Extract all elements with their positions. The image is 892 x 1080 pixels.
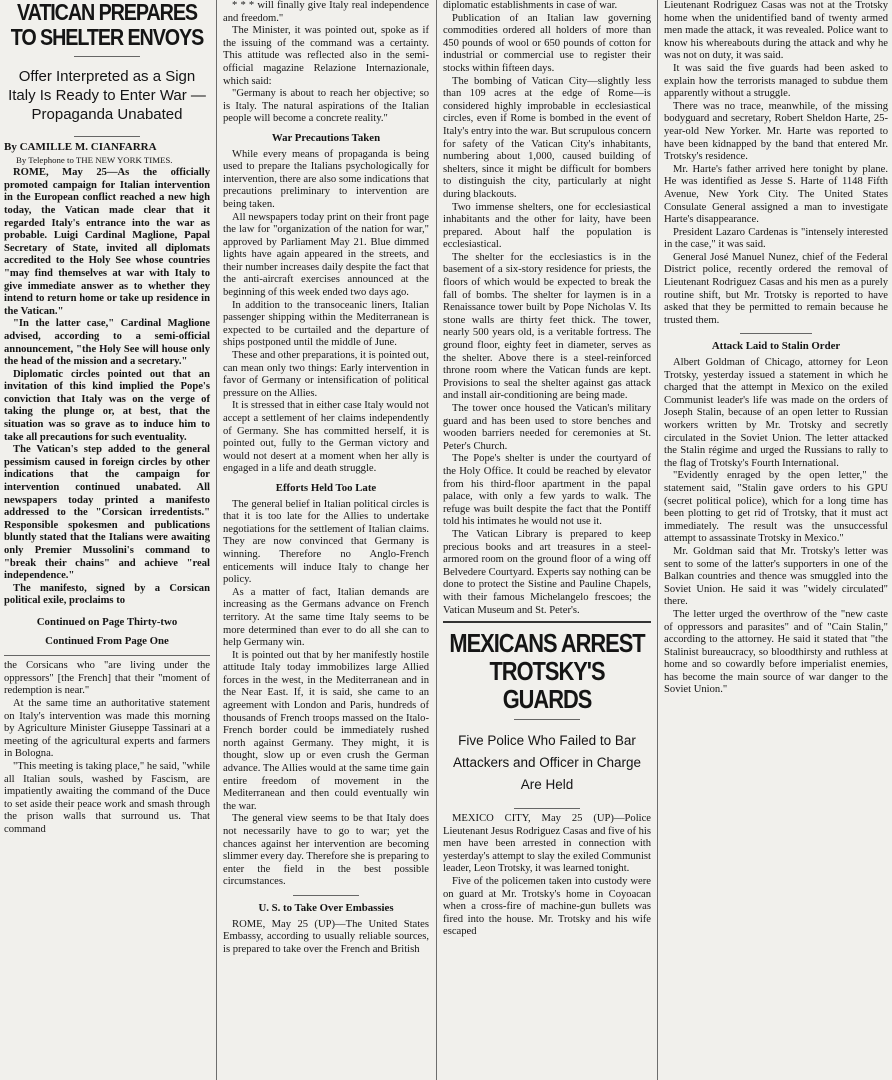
divider	[514, 808, 581, 809]
column-2	[219, 0, 433, 1080]
paragraph: Publication of an Italian law governing commodities ordered all holders of more than 450 pounds of wool or 650 pounds of cotton for industrial or commercial use to register their stocks within fifteen days.	[443, 12, 651, 74]
paragraph: While every means of propaganda is being used to prepare the Italians psychologically for intervention, there are also some indications that precautions preliminary to intervention are being taken.	[223, 148, 429, 210]
paragraph: The general view seems to be that Italy does not necessarily have to go to war; yet the chances against her intervention are becoming slimmer every day. Therefore she is preparing to enter the field in the best possible circumstances.	[223, 813, 429, 888]
paragraph: The Vatican's step added to the general pessimism caused in foreign circles by other indications that the campaign for intervention continued unabated. All newspapers today printed a manifesto addressed to the "Corsican irredentists." Responsible spokesmen and publications bluntly stated that the Italians were awaiting only Premier Mussolini's command to "break their chains" and achieve "real independence."	[4, 444, 210, 582]
divider	[4, 655, 210, 656]
paragraph: General José Manuel Nunez, chief of the Federal District police, recently ordered the removal of Lieutenant Rodriguez Casas and his men as a purely routine shift, but Mr. Trotsky is reported to have asked that they be permitted to remain because he trusted them.	[664, 251, 888, 326]
paragraph: It is pointed out that by her manifestly hostile attitude Italy today immobilizes large Allied forces in the west, in the Mediterranean and in the Near East. If, it is said, she came to an agreement with London and Paris, hundreds of thousands of French troops massed on the Italo-French border could be immediately rushed north against Germany. They might, it is thought, slow up or even crush the German advance. The Allies would at the same time gain entire freedom of movement in the Mediterranean and then could eventually win the war.	[223, 649, 429, 812]
column-1	[0, 0, 214, 1080]
paragraph: * * * will finally give Italy real independence and freedom."	[223, 0, 429, 24]
paragraph: "Germany is about to reach her objective; so is Italy. The natural aspirations of the Italian people will become a concrete reality."	[223, 88, 429, 125]
paragraph: It is stressed that in either case Italy would not accept a settlement of her claims independently of Germany. She has committed herself, it is pointed out, fully to the German victory and would not desert at a moment when her ally is engaged in a life and death struggle.	[223, 400, 429, 475]
paragraph: "Evidently enraged by the open letter," the statement said, "Stalin gave orders to his GPU (secret political police), which for a long time has been plotting to get rid of Trotsky, that it must act immediately. The result was the unsuccessful attempt to assassinate Trotsky in Mexico."	[664, 470, 888, 545]
continued-from-note: Continued From Page One	[45, 634, 169, 647]
paragraph: MEXICO CITY, May 25 (UP)—Police Lieutenant Jesus Rodriguez Casas and five of his men have been arrested in connection with yesterday's attempt to slay the exiled Communist leader, Leon Trotsky, it was learned tonight.	[443, 813, 652, 875]
byline-wire: By Telephone to THE NEW YORK TIMES.	[16, 154, 173, 165]
column-rule	[436, 0, 437, 1080]
paragraph: Mr. Harte's father arrived here tonight by plane. He was identified as Jesse S. Harte of 1148 Fifth Avenue, New York City. The United States Consulate General assigned a man to investigate Harte's disappearance.	[664, 163, 888, 226]
paragraph: Two immense shelters, one for ecclesiastical inhabitants and the other for laity, have been prepared. About half the population is ecclesiastical.	[443, 201, 651, 251]
paragraph: As a matter of fact, Italian demands are increasing as the Germans advance on French territory. At the same time Italy seems to be more determined than ever to do all she can to help Germany win.	[223, 586, 429, 649]
subhead-efforts: Efforts Held Too Late	[275, 481, 377, 494]
paragraph: ROME, May 25 (UP)—The United States Embassy, according to usually reliable sources, is prepared to take over the French and British	[223, 918, 429, 955]
vatican-deck: Offer Interpreted as a Sign Italy Is Ready to Enter War —Propaganda Unabated	[8, 68, 206, 123]
paragraph: There was no trace, meanwhile, of the missing bodyguard and secretary, Robert Sheldon Harte, 25-year-old New Yorker. Mr. Harte was reported to have been kidnapped by the band that entered Mr. Trotsky's residence.	[664, 100, 888, 163]
paragraph: diplomatic establishments in case of war.	[443, 0, 618, 11]
paragraph: The Vatican Library is prepared to keep precious books and art treasures in a steel-armored room on the ground floor of a wing off Belvedere Courtyard. Experts say nothing can be done to protect the Sistine and Pauline Chapels, with their famous Michelangelo frescoes; the Vatican Museum and St. Peter's.	[443, 528, 651, 616]
paragraph: Albert Goldman of Chicago, attorney for Leon Trotsky, yesterday issued a statement in which he charged that the attempt in Mexico on the exiled Communist leader's life was made on the orders of Joseph Stalin, because of an open letter to Russian workers written by Mr. Trotsky and secretly circulated in the Soviet Union. The letter attacked the Stalin régime and urged the Russians to rally to the flag of Trotsky's Fourth International.	[664, 357, 888, 469]
vatican-headline: VATICAN PREPARES TO SHELTER ENVOYS	[10, 0, 204, 50]
column-4	[660, 0, 892, 1080]
divider	[74, 56, 140, 57]
subhead-embassies: U. S. to Take Over Embassies	[258, 901, 394, 914]
paragraph: The tower once housed the Vatican's military guard and has been used to store benches and wooden barriers needed for ceremonies at St. Peter's Church.	[443, 403, 651, 452]
trotsky-deck: Five Police Who Failed to Bar Attackers and Officer in Charge Are Held	[452, 733, 642, 793]
paragraph: ROME, May 25—As the officially promoted campaign for Italian intervention in the European conflict reached a new high today, the Vatican made clear that it regarded Italy's entrance into the war as probable. Luigi Cardinal Maglione, Papal Secretary of State, invited all diplomats accredited to the Holy See whose countries "may find themselves at war with Italy to give immediate answer as to whether they intend to return home or take up residence in the Vatican."	[4, 167, 210, 317]
column-3	[439, 0, 655, 1080]
paragraph: Mr. Goldman said that Mr. Trotsky's letter was sent to some of the latter's supporters in one of the Balkan countries and thence was smuggled into the Soviet Union. He said it was "widely circulated" there.	[664, 545, 888, 608]
subhead-attack: Attack Laid to Stalin Order	[711, 340, 841, 353]
paragraph: "This meeting is taking place," he said, "while all Italian souls, washed by Fascism, are impatiently awaiting the command of the Duce to set aside their peace work and smash through the prison walls that surround us. That command	[4, 760, 210, 835]
paragraph: Lieutenant Rodriguez Casas was not at the Trotsky home when the unidentified band of twenty armed men made the attack, it was revealed. Police want to know his whereabouts during the attack and why he was not on duty, it was said.	[664, 0, 888, 62]
paragraph: The Minister, it was pointed out, spoke as if the issuing of the command was a certainty. This attitude was reflected also in the semi-official magazine Relazione Internazionale, which said:	[223, 25, 429, 87]
paragraph: The general belief in Italian political circles is that it is too late for the Allies to undertake negotiations for the settlement of Italian claims. They are now convinced that Germany is winning. Therefore no Anglo-French enticements will induce Italy to change her policy.	[223, 498, 429, 586]
paragraph: Five of the policemen taken into custody were on guard at Mr. Trotsky's home in Coyoacan when a cross-fire of machine-gun bullets was fired into the house. Mr. Trotsky and his wife escaped	[443, 876, 651, 938]
divider	[293, 895, 359, 896]
divider	[443, 621, 651, 623]
paragraph: the Corsicans who "are living under the oppressors" [the French] that their "moment of redemption is near."	[4, 660, 210, 697]
paragraph: President Lazaro Cardenas is "intensely interested in the case," it was said.	[664, 226, 888, 251]
paragraph: The bombing of Vatican City—slightly less than 109 acres at the edge of Rome—is considered highly improbable in ecclesiastical circles, even if Rome is bombed in the event of Italy's entry into the war. But scrupulous concern for safety of the Vatican City's inhabitants, numbering about 1,000, caused building of shelters, since it might be difficult for bombers to distinguish the city, particularly at night during blackouts.	[443, 75, 651, 200]
paragraph: These and other preparations, it is pointed out, can mean only two things: Early intervention in favor of Germany or intensification of political pressure on the Allies.	[223, 350, 429, 399]
paragraph: All newspapers today print on their front page the law for "organization of the nation for war," approved by Parliament May 21. Blue dimmed lights have again appeared in the streets, and their number increases daily despite the fact that the anti-aircraft exercises announced at the beginning of this week ended two days ago.	[223, 211, 429, 299]
divider	[514, 719, 581, 720]
paragraph: In addition to the transoceanic liners, Italian passenger shipping within the Mediterranean is expected to be curtailed and the departure of ships postponed until the middle of June.	[223, 299, 429, 349]
paragraph: It was said the five guards had been asked to explain how the terrorists managed to subdue them apparently without a struggle.	[664, 62, 888, 100]
paragraph: The letter urged the overthrow of the "new caste of oppressors and parasites" and of "Cain Stalin," according to the attorney. He said it stated that "the Stalinist bureaucracy, so bloodthirsty and ruthless at home and so cowardly before imperialist enemies, has become the main source of war danger to the Soviet Union."	[664, 608, 888, 696]
divider	[74, 136, 140, 137]
vatican-lead-text	[4, 167, 210, 608]
paragraph: "In the latter case," Cardinal Maglione advised, according to a semi-official announcement, "the Holy See will house only the head of the mission and a secretary."	[4, 318, 210, 368]
subhead-war-precautions: War Precautions Taken	[271, 131, 381, 144]
trotsky-headline: MEXICANS ARREST TROTSKY'S GUARDS	[449, 628, 645, 715]
column-rule	[657, 0, 658, 1080]
continued-on-note: Continued on Page Thirty-two	[36, 615, 178, 628]
paragraph: The Pope's shelter is under the courtyard of the Holy Office. It could be reached by elevator from his third-floor apartment in the papal palace, with only a few yards to walk. The refuge was built despite the fact that the Pontiff told his intimates he would not use it.	[443, 453, 651, 528]
divider	[740, 333, 812, 334]
paragraph: The manifesto, signed by a Corsican political exile, proclaims to	[4, 582, 210, 607]
paragraph: At the same time an authoritative statement on Italy's intervention was made this morning by Agriculture Minister Giuseppe Tassinari at a meeting of the agricultural experts and farmers in Bologna.	[4, 697, 210, 760]
column-rule	[216, 0, 217, 1080]
paragraph: The shelter for the ecclesiastics is in the basement of a six-story residence for priests, the floors of which would be expected to break the fall of bombs. The shelter for laymen is in a Renaissance tower built by Pope Nicholas V. Its stone walls are thirty feet thick. The tower, nearly 500 years old, is a veritable fortress. The ground floor, eighty feet in diameter, serves as the shelter. Above there is a steel-reinforced throne room where the Vatican funds are kept. Provisions to seal the shelter against gas attack and install air-conditioning are being made.	[443, 251, 651, 402]
paragraph: Diplomatic circles pointed out that an invitation of this kind implied the Pope's conviction that Italy was on the verge of taking the plunge or, at best, that the situation was so grave as to induce him to take all precautions for such eventuality.	[4, 368, 210, 443]
byline: By CAMILLE M. CIANFARRA	[4, 141, 157, 153]
